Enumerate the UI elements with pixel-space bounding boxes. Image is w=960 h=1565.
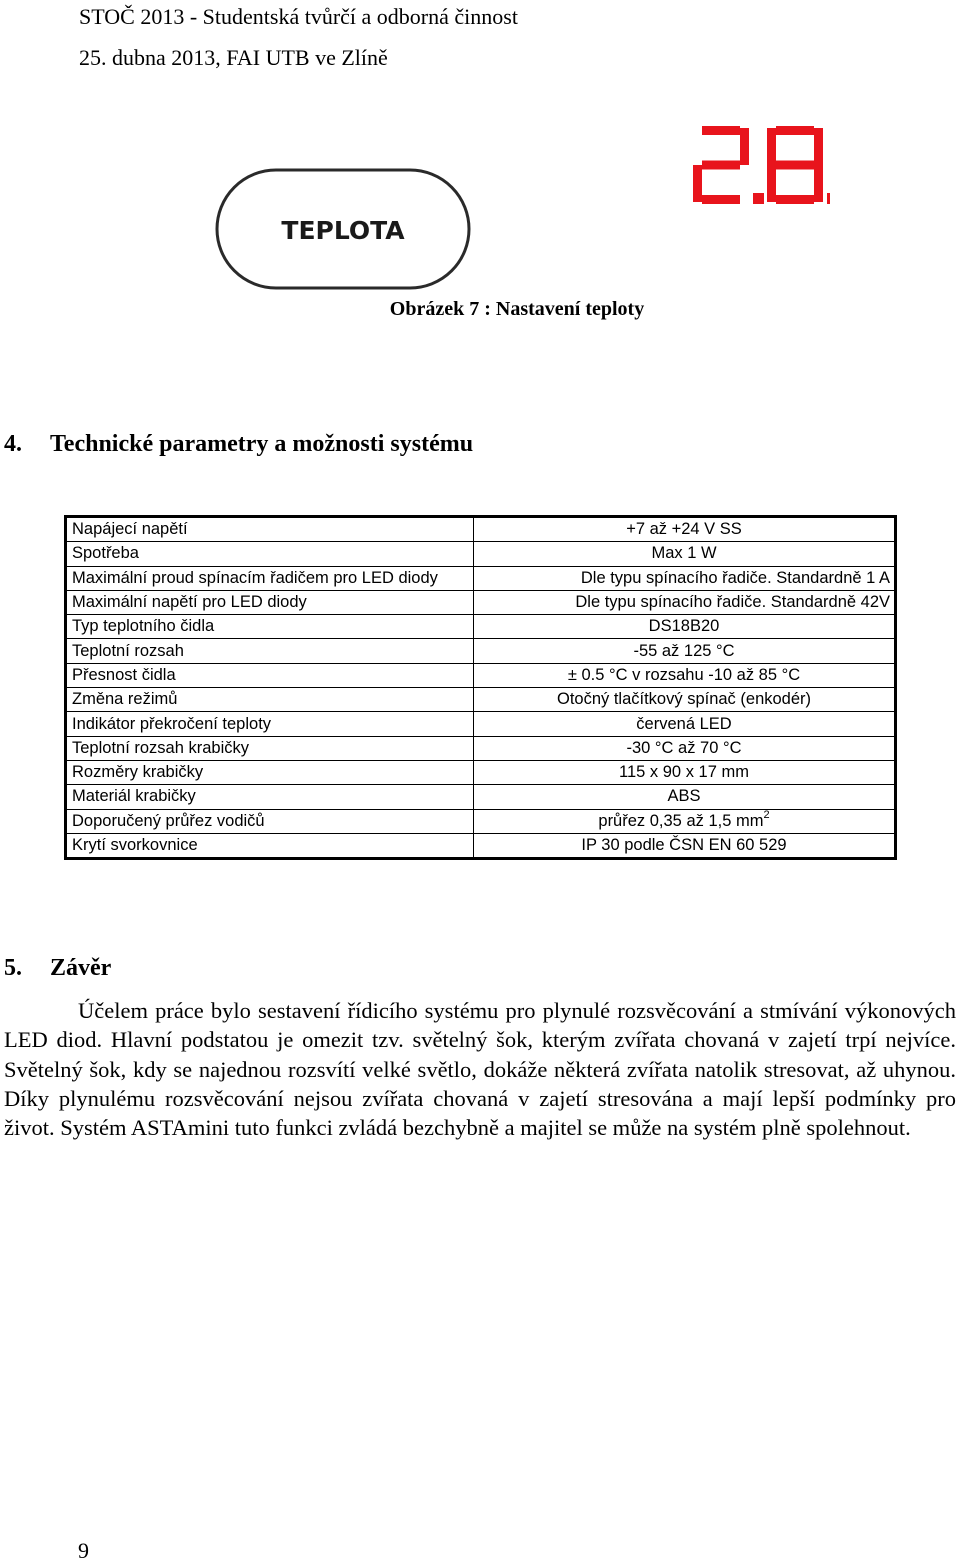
parameter-value [474, 542, 896, 566]
segment-g [702, 161, 740, 170]
parameter-name: Spotřeba [66, 542, 474, 566]
segment-d [776, 195, 814, 204]
parameter-name: Typ teplotního čidla [66, 615, 474, 639]
segment-a [702, 126, 740, 135]
unit-superscript: 2 [763, 808, 770, 821]
parameter-name: Krytí svorkovnice [66, 833, 474, 858]
table-row [66, 760, 896, 784]
header-date: 25. dubna 2013, FAI UTB ve Zlíně [79, 45, 388, 70]
segment-g [776, 161, 814, 170]
parameter-name: Teplotní rozsah krabičky [66, 736, 474, 760]
table-row [66, 663, 896, 687]
section-title: Závěr [50, 955, 112, 981]
parameter-name: Rozměry krabičky [66, 760, 474, 784]
table-row [66, 736, 896, 760]
parameter-value [474, 590, 896, 614]
parameter-name: Napájecí napětí [66, 517, 474, 542]
parameter-value-text: -55 až 125 °C [633, 641, 735, 660]
parameter-value [474, 639, 896, 663]
table-row [66, 517, 896, 542]
parameter-value-text: +7 až +24 V SS [626, 520, 742, 539]
table-row [66, 639, 896, 663]
parameter-name: Přesnost čidla [66, 663, 474, 687]
parameter-value-text: ABS [667, 787, 701, 806]
parameter-name: Teplotní rozsah [66, 639, 474, 663]
parameter-value [474, 566, 896, 590]
page-number: 9 [78, 1538, 89, 1563]
segment-c [814, 165, 823, 202]
parameter-value-text: -30 °C až 70 °C [626, 738, 742, 757]
parameter-value [474, 712, 896, 736]
parameter-value [474, 663, 896, 687]
section-4-heading [4, 431, 473, 458]
parameter-value [474, 736, 896, 760]
table-row [66, 833, 896, 858]
segment-d [702, 195, 740, 204]
decimal-point [753, 193, 764, 204]
parameter-value-text: DS18B20 [648, 617, 720, 636]
parameter-value [474, 833, 896, 858]
section-number: 5. [4, 955, 22, 981]
parameter-name: Maximální napětí pro LED diody [66, 590, 474, 614]
parameter-value-text: IP 30 podle ČSN EN 60 529 [581, 836, 787, 854]
technical-parameters-table [64, 515, 897, 860]
parameter-name: Indikátor překročení teploty [66, 712, 474, 736]
decimal-point [827, 193, 830, 204]
header-title: STOČ 2013 - Studentská tvůrčí a odborná činnost [79, 4, 518, 29]
teplota-button-label: TEPLOTA [281, 216, 405, 245]
parameter-name: Změna režimů [66, 688, 474, 712]
section-5-heading [4, 955, 111, 982]
parameter-value [474, 785, 896, 809]
segment-e [767, 165, 776, 202]
parameter-value-text: ± 0.5 °C v rozsahu -10 až 85 °C [567, 665, 801, 684]
parameter-name: Maximální proud spínacím řadičem pro LED diody [66, 566, 474, 590]
parameter-value-text: Max 1 W [651, 544, 717, 563]
segment-b [740, 128, 749, 165]
segment-b [814, 128, 823, 165]
figure-caption: Obrázek 7 : Nastavení teploty [389, 298, 645, 320]
table-row [66, 542, 896, 566]
parameter-value-text: Dle typu spínacího řadiče. Standardně 1 A [580, 568, 890, 587]
parameter-value-text: průřez 0,35 až 1,5 mm [598, 811, 764, 830]
table-row [66, 590, 896, 614]
segment-a [776, 126, 814, 135]
conclusion-paragraph [4, 996, 956, 1142]
parameter-value-text: červená LED [636, 714, 732, 733]
table-row [66, 615, 896, 639]
segment-f [767, 128, 776, 165]
table-row [66, 785, 896, 809]
parameter-value [474, 760, 896, 784]
table-row [66, 712, 896, 736]
parameter-name: Materiál krabičky [66, 785, 474, 809]
parameter-name: Doporučený průřez vodičů [66, 809, 474, 833]
conclusion-text: Účelem práce bylo sestavení řídicího systému pro plynulé rozsvěcování a stmívání výkonových LED diod. Hlavní podstatou je omezit tzv. světelný šok, kterým zvířata chovaná v zajetí trpí nejvíce. Světelný šok, kdy se najednou rozsvítí velké světlo, dokáže některá zvířata natolik stresovat, až uhynou. Díky plynulému rozsvěcování nejsou zvířata chovaná v zajetí stresována a mají lepší podmínky pro život. Systém ASTAmini tuto funkci zvládá bezchybně a majitel se může na systém plně spolehnout. [4, 998, 956, 1141]
parameter-value [474, 615, 896, 639]
parameter-value-text: Dle typu spínacího řadiče. Standardně 42V [575, 593, 890, 612]
parameter-value [474, 688, 896, 712]
parameter-value [474, 809, 896, 833]
segment-e [693, 165, 702, 202]
table-row [66, 688, 896, 712]
section-number: 4. [4, 431, 22, 457]
table-row [66, 566, 896, 590]
section-title: Technické parametry a možnosti systému [50, 431, 474, 457]
parameter-value-text: 115 x 90 x 17 mm [619, 763, 749, 782]
parameter-value-text: Otočný tlačítkový spínač (enkodér) [556, 690, 812, 709]
parameter-value [474, 517, 896, 542]
temperature-setting-figure [210, 118, 830, 293]
seven-segment-display [693, 126, 830, 204]
table-row [66, 809, 896, 833]
